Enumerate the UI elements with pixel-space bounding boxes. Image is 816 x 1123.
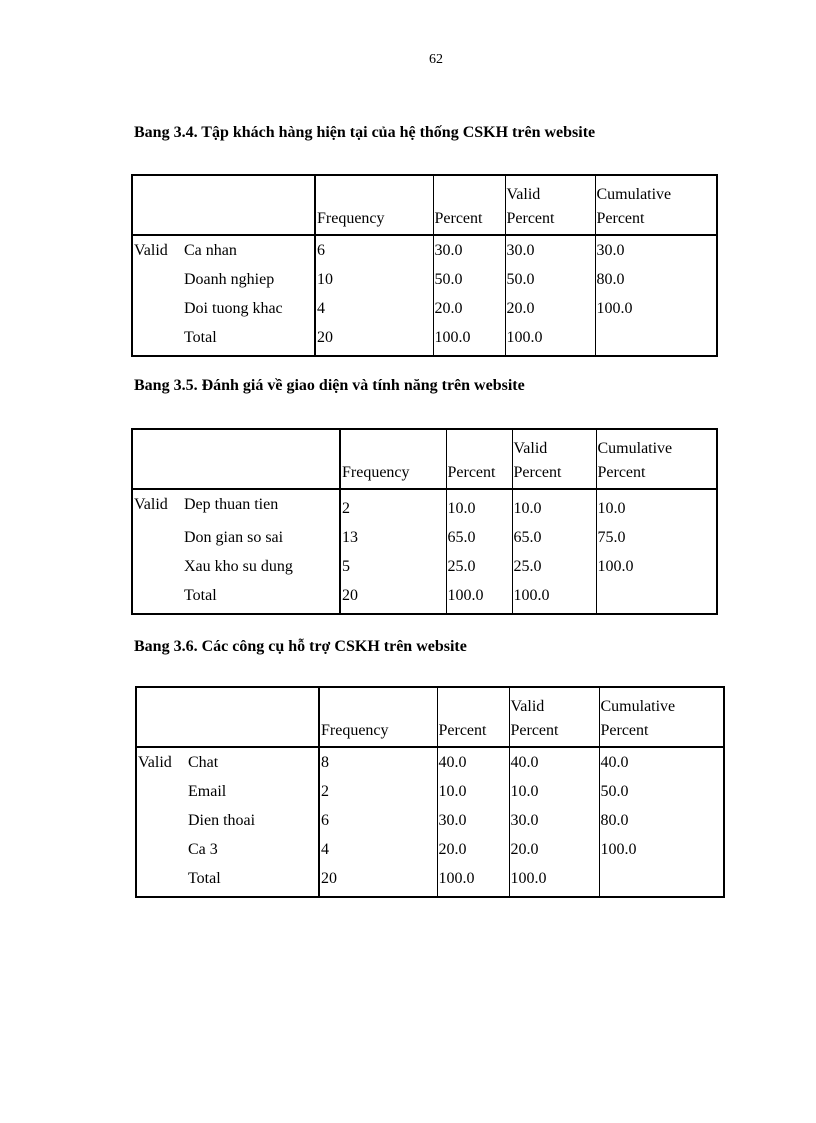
table-row <box>136 867 724 897</box>
cell-percent: 10.0 <box>446 489 512 526</box>
table-row <box>132 555 717 584</box>
row-label: Ca nhan <box>180 235 315 268</box>
frequency-table-3-6 <box>135 686 725 898</box>
header-frequency: Frequency <box>319 687 437 747</box>
cell-valid-percent: 40.0 <box>509 747 599 780</box>
row-label: Chat <box>184 747 319 780</box>
table-row <box>132 235 717 268</box>
cell-valid-percent: 65.0 <box>512 526 596 555</box>
cell-cumulative-percent: 80.0 <box>596 271 625 288</box>
cell-percent: 100.0 <box>433 326 505 356</box>
cell-cumulative-percent <box>595 326 717 356</box>
cell-percent: 40.0 <box>437 747 509 780</box>
cell-frequency: 20 <box>340 584 446 614</box>
cell-cumulative-percent <box>599 867 724 897</box>
table-row <box>132 297 717 326</box>
header-cumulative-percent: Cumulative Percent <box>600 698 676 739</box>
table-row <box>136 809 724 838</box>
cell-cumulative-percent: 10.0 <box>597 500 626 517</box>
cell-valid-percent: 25.0 <box>512 555 596 584</box>
table-row <box>132 268 717 297</box>
cell-valid-percent: 20.0 <box>505 297 595 326</box>
row-label: Total <box>184 867 319 897</box>
cell-cumulative-percent: 50.0 <box>600 783 629 800</box>
cell-percent: 20.0 <box>433 297 505 326</box>
cell-frequency: 5 <box>340 555 446 584</box>
header-frequency: Frequency <box>315 175 433 235</box>
header-valid-percent: Valid Percent <box>505 175 595 235</box>
header-valid-percent: Valid Percent <box>512 429 596 489</box>
page-number: 62 <box>429 52 443 67</box>
frequency-table-3-5 <box>131 428 718 615</box>
row-label: Dien thoai <box>184 809 319 838</box>
cell-valid-percent: 30.0 <box>509 809 599 838</box>
cell-cumulative-percent: 100.0 <box>600 841 637 858</box>
table-row <box>132 489 717 526</box>
cell-frequency: 6 <box>319 809 437 838</box>
row-label: Doi tuong khac <box>180 297 315 326</box>
cell-percent: 25.0 <box>446 555 512 584</box>
cell-cumulative-percent: 100.0 <box>597 558 634 575</box>
row-label: Xau kho su dung <box>180 555 340 584</box>
cell-percent: 65.0 <box>446 526 512 555</box>
table-caption-3-6: Bang 3.6. Các công cụ hỗ trợ CSKH trên website <box>134 638 467 655</box>
table-caption-3-4: Bang 3.4. Tập khách hàng hiện tại của hệ thống CSKH trên website <box>134 124 596 141</box>
table-row <box>136 747 724 780</box>
cell-frequency: 4 <box>315 297 433 326</box>
header-cumulative-percent: Cumulative Percent <box>596 186 672 227</box>
cell-frequency: 6 <box>315 235 433 268</box>
cell-percent: 30.0 <box>437 809 509 838</box>
cell-valid-percent: 100.0 <box>505 326 595 356</box>
cell-percent: 100.0 <box>437 867 509 897</box>
header-valid-percent: Valid Percent <box>509 687 599 747</box>
table-row <box>132 526 717 555</box>
cell-frequency: 8 <box>319 747 437 780</box>
cell-percent: 50.0 <box>433 268 505 297</box>
header-row <box>132 429 717 489</box>
group-label: Valid <box>138 754 172 771</box>
header-row <box>132 175 717 235</box>
cell-valid-percent: 10.0 <box>512 489 596 526</box>
row-label: Total <box>180 326 315 356</box>
cell-frequency: 13 <box>340 526 446 555</box>
cell-valid-percent: 50.0 <box>505 268 595 297</box>
cell-percent: 20.0 <box>437 838 509 867</box>
row-label: Dep thuan tien <box>180 489 340 526</box>
row-label: Doanh nghiep <box>180 268 315 297</box>
row-label: Total <box>180 584 340 614</box>
header-percent: Percent <box>437 687 509 747</box>
cell-frequency: 10 <box>315 268 433 297</box>
table-caption-3-5: Bang 3.5. Đánh giá về giao diện và tính năng trên website <box>134 377 525 394</box>
cell-valid-percent: 100.0 <box>509 867 599 897</box>
cell-percent: 10.0 <box>437 780 509 809</box>
cell-cumulative-percent: 75.0 <box>597 529 626 546</box>
table-row <box>132 584 717 614</box>
header-percent: Percent <box>446 429 512 489</box>
group-label: Valid <box>134 496 168 513</box>
cell-frequency: 2 <box>340 489 446 526</box>
cell-percent: 30.0 <box>433 235 505 268</box>
cell-cumulative-percent: 80.0 <box>600 812 629 829</box>
table-row <box>136 780 724 809</box>
cell-cumulative-percent: 30.0 <box>596 242 625 259</box>
cell-valid-percent: 30.0 <box>505 235 595 268</box>
cell-frequency: 4 <box>319 838 437 867</box>
cell-frequency: 20 <box>319 867 437 897</box>
row-label: Don gian so sai <box>180 526 340 555</box>
table-row <box>132 326 717 356</box>
cell-frequency: 20 <box>315 326 433 356</box>
cell-percent: 100.0 <box>446 584 512 614</box>
row-label: Email <box>184 780 319 809</box>
frequency-table-3-4 <box>131 174 718 357</box>
cell-cumulative-percent: 40.0 <box>600 754 629 771</box>
cell-cumulative-percent: 100.0 <box>596 300 633 317</box>
cell-valid-percent: 100.0 <box>512 584 596 614</box>
cell-cumulative-percent <box>596 584 717 614</box>
header-frequency: Frequency <box>340 429 446 489</box>
table-row <box>136 838 724 867</box>
cell-frequency: 2 <box>319 780 437 809</box>
header-cumulative-percent: Cumulative Percent <box>597 440 673 481</box>
header-percent: Percent <box>433 175 505 235</box>
cell-valid-percent: 20.0 <box>509 838 599 867</box>
header-row <box>136 687 724 747</box>
group-label: Valid <box>134 242 168 259</box>
row-label: Ca 3 <box>184 838 319 867</box>
cell-valid-percent: 10.0 <box>509 780 599 809</box>
